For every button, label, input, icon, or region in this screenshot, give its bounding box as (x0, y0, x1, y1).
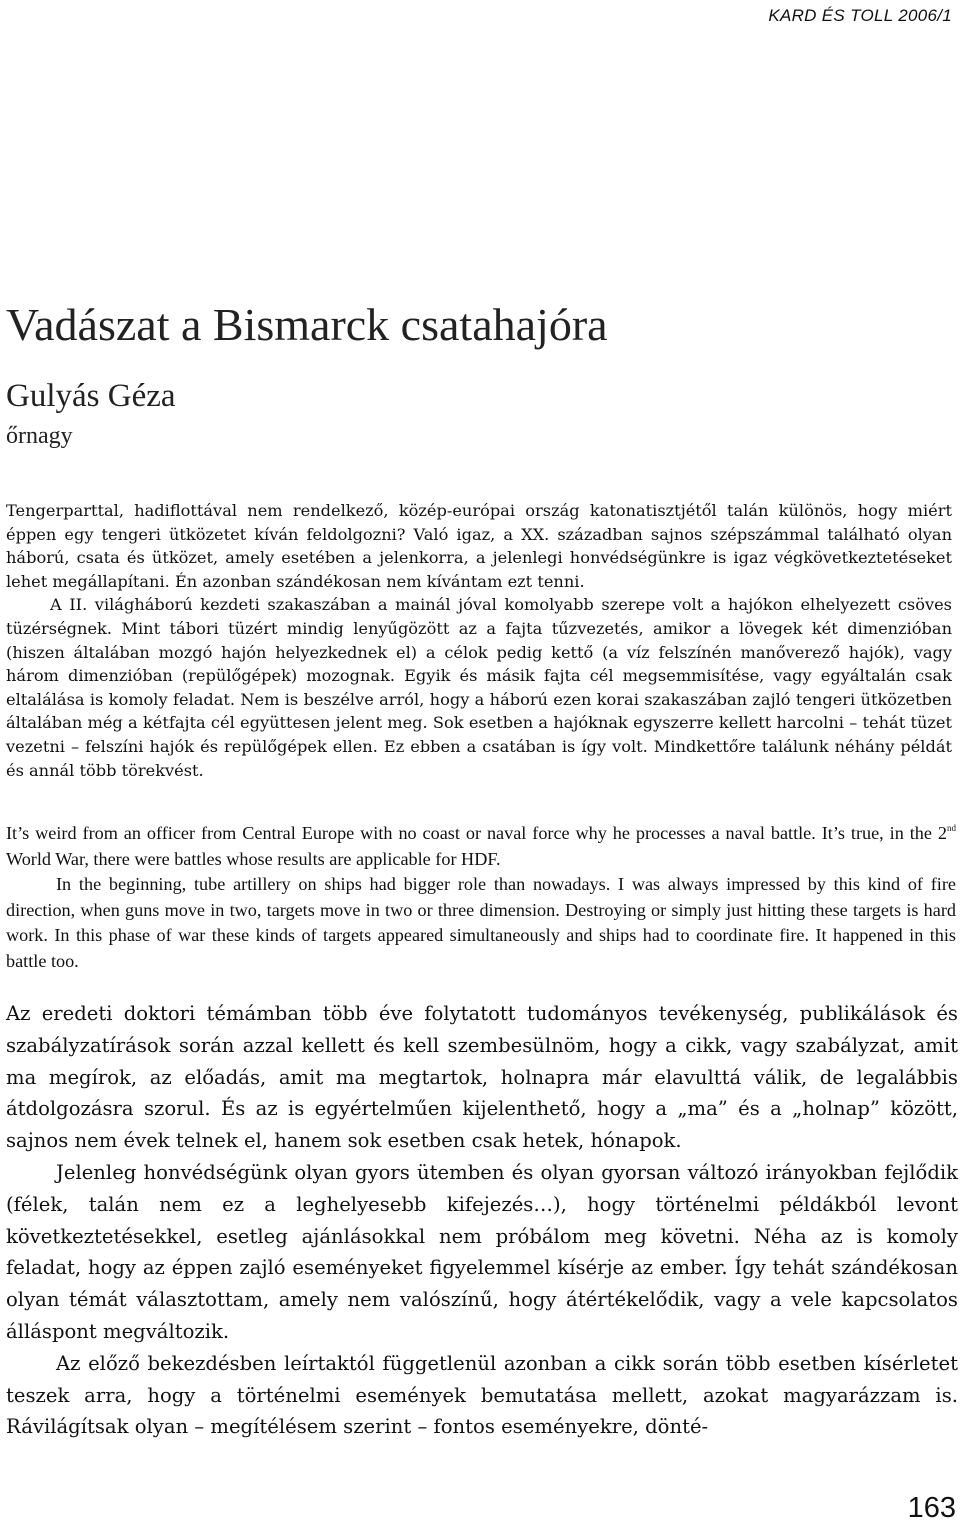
abstract-english (6, 821, 956, 975)
running-header: KARD ÉS TOLL 2006/1 (768, 6, 952, 25)
abstract-en-paragraph (6, 821, 956, 872)
author-name: Gulyás Géza (6, 378, 176, 414)
page-number: 163 (907, 1492, 956, 1524)
body-paragraph: Az eredeti doktori témámban több éve folytatott tudományos tevékenység, publikálások és szabályzatírások során azzal kellett és kell szembesülnöm, hogy a cikk, vagy szabályzat, amit ma megírok, az előadás, amit ma megtartok, holnapra már elavulttá válik, de legalábbis átdolgozásra szorul. És az is egyértelműen kijelenthető, hogy a „ma” és a „holnap” között, sajnos nem évek telnek el, hanem sok esetben csak hetek, hónapok. (6, 1002, 958, 1153)
author-rank: őrnagy (6, 423, 73, 449)
abstract-en-paragraph: In the beginning, tube artillery on ships had bigger role than nowadays. I was always impressed by this kind of fire direction, when guns move in two, targets move in two or three dimension. Destroying or simply just hitting these targets is hard work. In this phase of war these kinds of targets appeared simultaneously and ships had to coordinate fire. It happened in this battle too. (6, 874, 956, 971)
abstract-hu-paragraph: Tengerparttal, hadiflottával nem rendelkező, közép-európai ország katonatisztjétől talán különös, hogy miért éppen egy tengeri ütközetet kíván feldolgozni? Való igaz, a XX. században sajnos szépszámmal található olyan háború, csata és ütközet, amely esetében a jelenkorra, a jelenlegi honvédségünkre is igaz végkövetkeztetéseket lehet megállapítani. Én azonban szándékosan nem kívántam ezt tenni. (6, 501, 952, 591)
article-title: Vadászat a Bismarck csatahajóra (6, 299, 608, 350)
body-paragraph: Jelenleg honvédségünk olyan gyors ütemben és olyan gyorsan változó irányokban fejlődik (félek, talán nem ez a leghelyesebb kifejezés…), hogy történelmi példákból levont következtetésekkel, esetleg ajánlásokkal nem próbálom meg követni. Néha az is komoly feladat, hogy az éppen zajló eseményeket figyelemmel kísérje az ember. Így tehát szándékosan olyan témát választottam, amely nem valószínű, hogy átértékelődik, vagy a vele kapcsolatos álláspont megváltozik. (6, 1160, 958, 1343)
abstract-en-text: World War, there were battles whose results are applicable for HDF. (6, 848, 501, 869)
body-paragraph: Az előző bekezdésben leírtaktól függetlenül azonban a cikk során több esetben kísérletet teszek arra, hogy a történelmi események bemutatása mellett, azokat magyarázzam is. Rávilágítsak olyan – megítélésem szerint – fontos eseményekre, dönté- (6, 1351, 958, 1439)
ordinal-superscript: nd (947, 823, 956, 833)
abstract-hungarian (6, 499, 952, 782)
article-body (6, 998, 958, 1443)
abstract-en-text: It’s weird from an officer from Central Europe with no coast or naval force why he processes a naval battle. It’s true, in the 2 (6, 823, 947, 843)
abstract-hu-paragraph: A II. világháború kezdeti szakaszában a mainál jóval komolyabb szerepe volt a hajókon elhelyezett csöves tüzérségnek. Mint tábori tüzért mindig lenyűgözött az a fajta tűzvezetés, amikor a lövegek két dimenzióban (hiszen általában mozgó hajón helyezkednek el) a célok pedig kettő (a víz felszínén manőverező hajók), vagy három dimenzióban (repülőgépek) mozognak. Egyik és másik fajta cél megsemmisítése, vagy egyáltalán csak eltalálása is komoly feladat. Nem is beszélve arról, hogy a háború ezen korai szakaszában zajló tengeri ütközetben általában még a kétfajta cél együttesen jelent meg. Sok esetben a hajóknak egyszerre kellett harcolni – tehát tüzet vezetni – felszíni hajók és repülőgépek ellen. Ez ebben a csatában is így volt. Mindkettőre találunk néhány példát és annál több törekvést. (6, 595, 952, 780)
